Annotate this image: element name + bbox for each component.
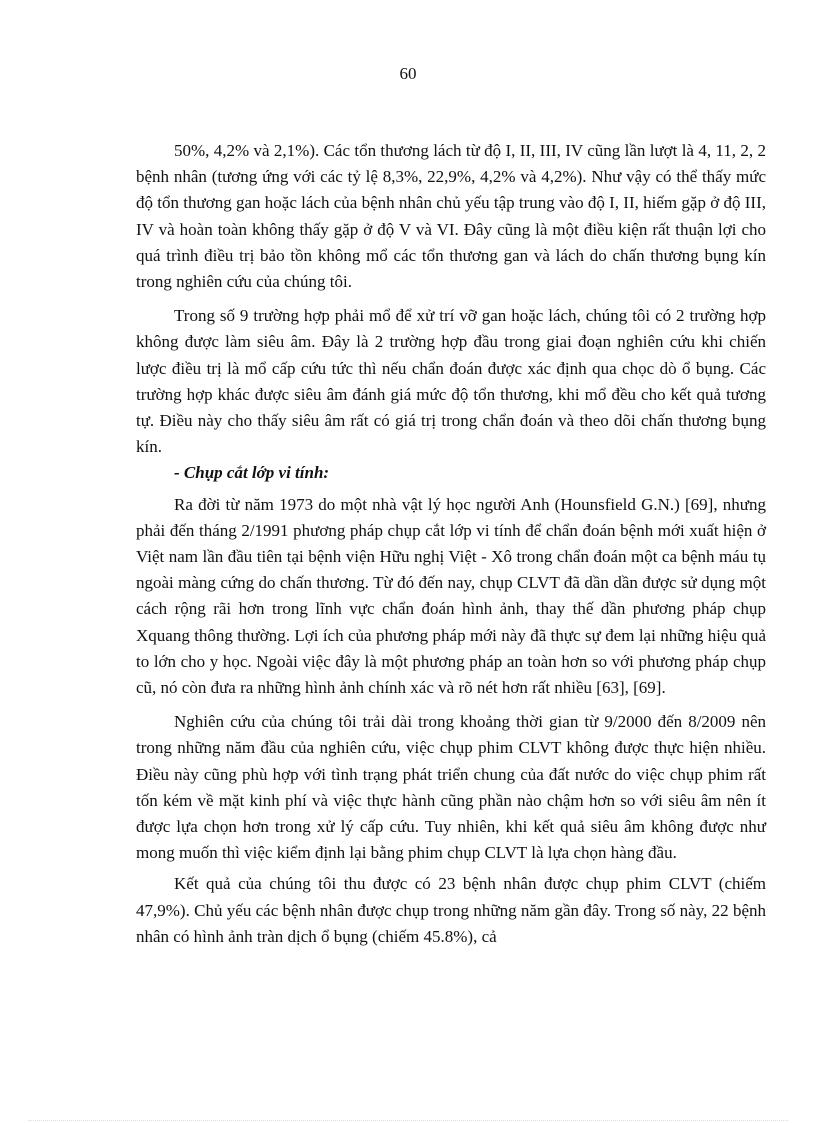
paragraph: 50%, 4,2% và 2,1%). Các tổn thương lách từ độ I, II, III, IV cũng lần lượt là 4, 11, 2, 2 bệnh nhân (tương ứng với các tỷ lệ 8,3%, 22,9%, 4,2% và 4,2%). Như vậy có thể thấy mức độ tổn thương gan hoặc lách của bệnh nhân chủ yếu tập trung vào độ I, II, hiếm gặp ở độ III, IV và hoàn toàn không thấy gặp ở độ V và VI. Đây cũng là một điều kiện rất thuận lợi cho quá trình điều trị bảo tồn không mổ các tổn thương gan và lách do chấn thương bụng kín trong nghiên cứu của chúng tôi. xyxy=(136,141,766,292)
paragraph: Trong số 9 trường hợp phải mổ để xử trí vỡ gan hoặc lách, chúng tôi có 2 trường hợp không được làm siêu âm. Đây là 2 trường hợp đầu trong giai đoạn nghiên cứu khi chiến lược điều trị là mổ cấp cứu tức thì nếu chẩn đoán được xác định qua chọc dò ổ bụng. Các trường hợp khác được siêu âm đánh giá mức độ tổn thương, khi mổ đều cho kết quả tương tự. Điều này cho thấy siêu âm rất có giá trị trong chẩn đoán và theo dõi chấn thương bụng kín. xyxy=(136,306,766,457)
paragraph: Ra đời từ năm 1973 do một nhà vật lý học người Anh (Hounsfield G.N.) [69], nhưng phải đến tháng 2/1991 phương pháp chụp cắt lớp vi tính để chẩn đoán bệnh mới xuất hiện ở Việt nam lần đầu tiên tại bệnh viện Hữu nghị Việt - Xô trong chẩn đoán một ca bệnh máu tụ ngoài màng cứng do chấn thương. Từ đó đến nay, chụp CLVT đã dần dần được sử dụng một cách rộng rãi hơn trong lĩnh vực chẩn đoán hình ảnh, thay thế dần phương pháp chụp Xquang thông thường. Lợi ích của phương pháp mới này đã thực sự đem lại những hiệu quả to lớn cho y học. Ngoài việc đây là một phương pháp an toàn hơn so với phương pháp chụp cũ, nó còn đưa ra những hình ảnh chính xác và rõ nét hơn rất nhiều [63], [69]. xyxy=(136,494,766,698)
page-number: 60 xyxy=(399,64,417,83)
page-bottom-border xyxy=(28,1120,788,1121)
paragraph: Nghiên cứu của chúng tôi trải dài trong khoảng thời gian từ 9/2000 đến 8/2009 nên trong những năm đầu của nghiên cứu, việc chụp phim CLVT không được thực hiện nhiều. Điều này cũng phù hợp với tình trạng phát triển chung của đất nước do việc chụp phim rất tốn kém về mặt kinh phí và việc thực hành cũng phần nào chậm hơn so với siêu âm nên ít được lựa chọn hơn trong xử lý cấp cứu. Tuy nhiên, khi kết quả siêu âm không được như mong muốn thì việc kiểm định lại bằng phim chụp CLVT là lựa chọn hàng đầu. xyxy=(136,712,766,863)
paragraph: Kết quả của chúng tôi thu được có 23 bệnh nhân được chụp phim CLVT (chiếm 47,9%). Chủ yếu các bệnh nhân được chụp trong những năm gần đây. Trong số này, 22 bệnh nhân có hình ảnh tràn dịch ổ bụng (chiếm 45.8%), cả xyxy=(136,874,766,946)
section-heading: - Chụp cắt lớp vi tính: xyxy=(174,463,330,483)
document-body xyxy=(136,138,766,950)
